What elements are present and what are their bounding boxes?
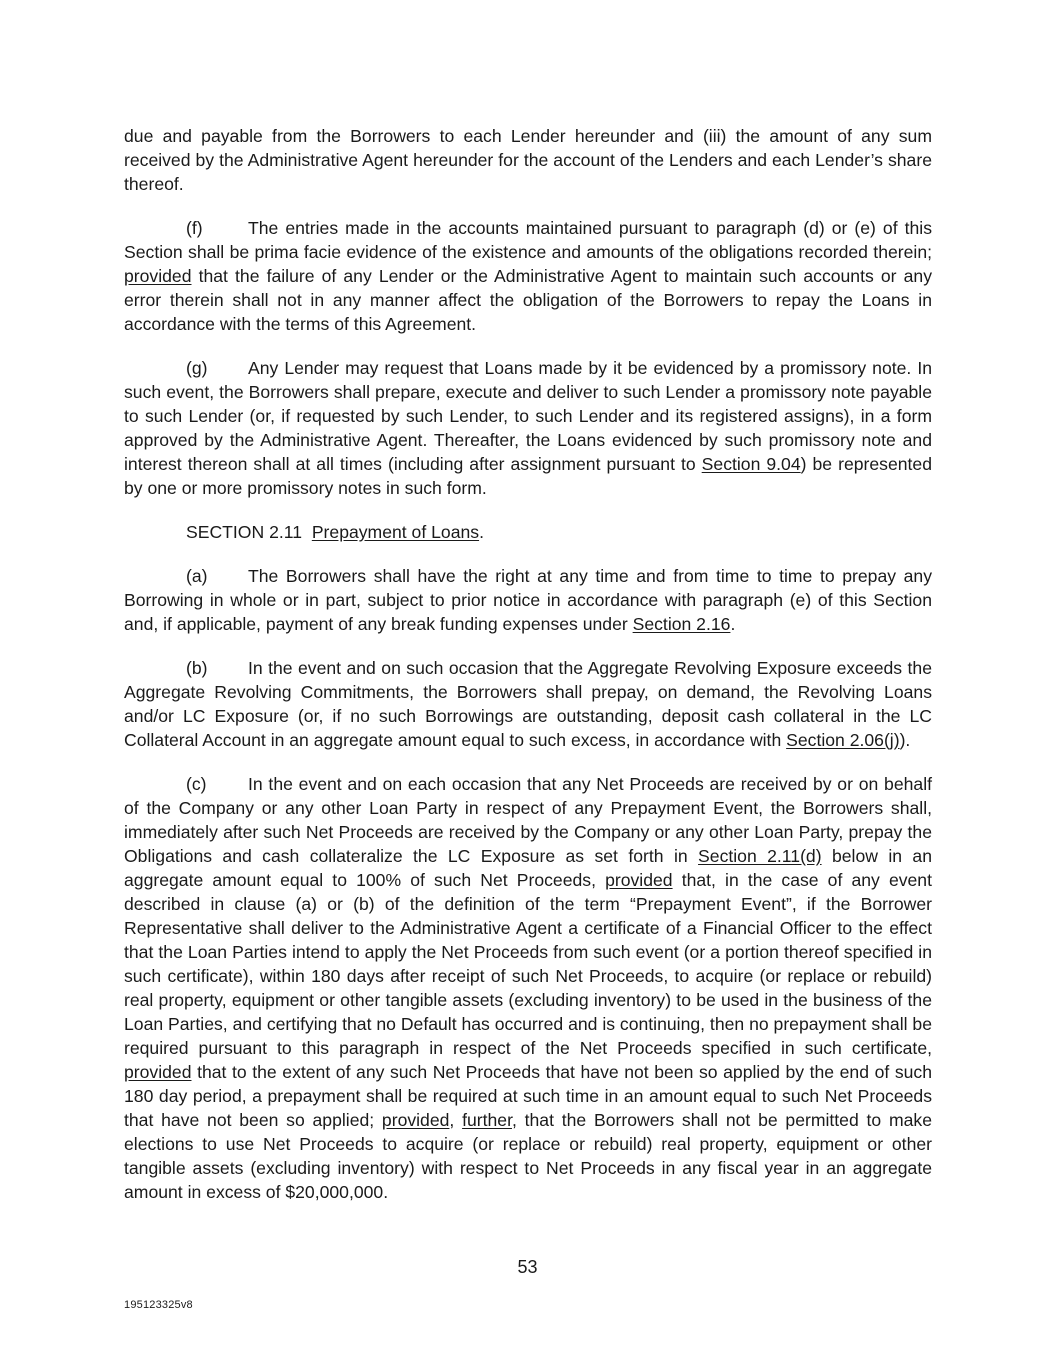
continuation-text: due and payable from the Borrowers to each Lender hereunder and (iii) the amount of any sum received by the Administrative Agent hereunder for the account of the Lenders and each Lender’s share thereof.	[124, 126, 932, 194]
section-2-11-d-reference: Section 2.11(d)	[698, 846, 822, 866]
section-number: SECTION 2.11	[186, 522, 303, 542]
page-number: 53	[517, 1257, 538, 1277]
paragraph-c-text-5: ,	[449, 1110, 463, 1130]
paragraph-f	[124, 216, 932, 336]
continuation-paragraph	[124, 124, 932, 196]
further-term: further	[462, 1110, 512, 1130]
paragraph-c-text-4: that to the extent of any such Net Proceeds that have not been so applied by the end of such 180 day period, a prepayment shall be required at such time in an amount equal to such Net Proceeds that have not been so applied;	[124, 1062, 932, 1130]
paragraph-b-text-1: In the event and on such occasion that the Aggregate Revolving Exposure exceeds the Aggregate Revolving Commitments, the Borrowers shall prepay, on demand, the Revolving Loans and/or LC Exposure (or, if no such Borrowings are outstanding, deposit cash collateral in the LC Collateral Account in an aggregate amount equal to such excess, in accordance with	[124, 658, 932, 750]
paragraph-a-label: (a)	[186, 566, 208, 586]
paragraph-b-label: (b)	[186, 658, 208, 678]
paragraph-a-text-1: The Borrowers shall have the right at any time and from time to time to prepay any Borrowing in whole or in part, subject to prior notice in accordance with paragraph (e) of this Section and, if applicable, payment of any break funding expenses under	[124, 566, 932, 634]
paragraph-g-label: (g)	[186, 358, 208, 378]
section-2-06-j-reference: Section 2.06(j)	[786, 730, 900, 750]
paragraph-b-text-2: ).	[899, 730, 911, 750]
paragraph-c	[124, 772, 932, 1204]
paragraph-a	[124, 564, 932, 636]
paragraph-c-text-2: below in an aggregate amount equal to 100% of such Net Proceeds,	[124, 846, 933, 890]
paragraph-b	[124, 656, 932, 752]
provided-term: provided	[124, 266, 192, 286]
paragraph-c-label: (c)	[186, 774, 207, 794]
paragraph-f-text-1: The entries made in the accounts maintained pursuant to paragraph (d) or (e) of this Section shall be prima facie evidence of the existence and amounts of the obligations recorded therein;	[124, 218, 932, 262]
paragraph-f-label: (f)	[186, 218, 203, 238]
paragraph-f-text-2: that the failure of any Lender or the Administrative Agent to maintain such accounts or any error therein shall not in any manner affect the obligation of the Borrowers to repay the Loans in accordance with the terms of this Agreement.	[124, 266, 932, 334]
provided-term: provided	[605, 870, 673, 890]
paragraph-a-text-2: .	[730, 614, 736, 634]
document-id: 195123325v8	[124, 1299, 193, 1311]
section-title: Prepayment of Loans	[311, 522, 480, 542]
paragraph-c-text-6: , that the Borrowers shall not be permitted to make elections to use Net Proceeds to acquire (or replace or rebuild) real property, equipment or other tangible assets (excluding inventory) with respect to Net Proceeds in any fiscal year in an aggregate amount in excess of $20,000,000.	[124, 1110, 932, 1202]
section-title-period: .	[479, 522, 484, 542]
provided-term: provided	[124, 1062, 192, 1082]
paragraph-g	[124, 356, 932, 500]
section-heading	[124, 520, 932, 544]
document-body	[124, 124, 932, 1224]
paragraph-g-text-1: Any Lender may request that Loans made by it be evidenced by a promissory note. In such event, the Borrowers shall prepare, execute and deliver to such Lender a promissory note payable to such Lender (or, if requested by such Lender, to such Lender and its registered assigns), in a form approved by the Administrative Agent. Thereafter, the Loans evidenced by such promissory note and interest thereon shall at all times (including after assignment pursuant to	[124, 358, 932, 474]
paragraph-c-text-1: In the event and on each occasion that any Net Proceeds are received by or on behalf of the Company or any other Loan Party in respect of any Prepayment Event, the Borrowers shall, immediately after such Net Proceeds are received by the Company or any other Loan Party, prepay the Obligations and cash collateralize the LC Exposure as set forth in	[124, 774, 932, 866]
provided-term: provided	[381, 1110, 450, 1130]
section-2-16-reference: Section 2.16	[632, 614, 731, 634]
paragraph-g-text-2: ) be represented by one or more promissory notes in such form.	[124, 454, 932, 498]
section-9-04-reference: Section 9.04	[701, 454, 801, 474]
paragraph-c-text-3: that, in the case of any event described in clause (a) or (b) of the definition of the term “Prepayment Event”, if the Borrower Representative shall deliver to the Administrative Agent a certificate of a Financial Officer to the effect that the Loan Parties intend to apply the Net Proceeds from such event (or a portion thereof specified in such certificate), within 180 days after receipt of such Net Proceeds, to acquire (or replace or rebuild) real property, equipment or other tangible assets (excluding inventory) to be used in the business of the Loan Parties, and certifying that no Default has occurred and is continuing, then no prepayment shall be required pursuant to this paragraph in respect of the Net Proceeds specified in such certificate,	[124, 870, 932, 1058]
